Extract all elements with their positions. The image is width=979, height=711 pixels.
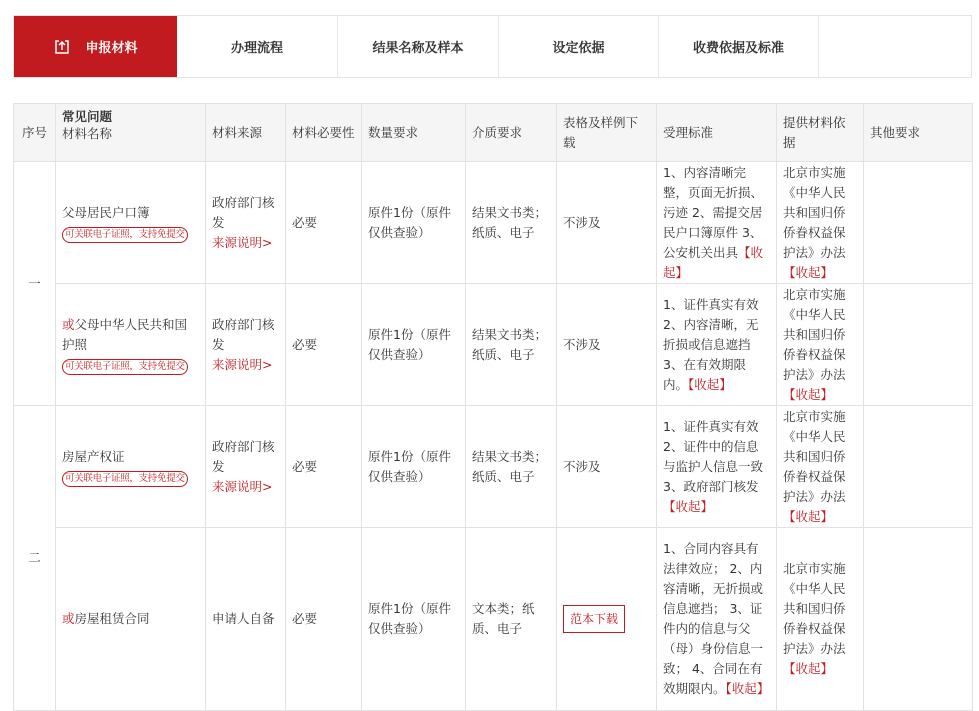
table-row	[14, 162, 973, 284]
table-row	[14, 406, 973, 528]
quantity-cell: 原件1份（原件仅供查验）	[362, 284, 466, 406]
standard-cell	[657, 284, 777, 406]
source-explain-link[interactable]: 来源说明>	[212, 356, 273, 372]
tab-application-materials[interactable]	[14, 16, 177, 77]
standard-text: 1、内容清晰完整，页面无折损、污迹 2、需提交居民户口簿原件 3、公安机关出具	[663, 164, 764, 260]
standard-text: 1、证件真实有效 2、证件中的信息与监护人信息一致 3、政府部门核发	[663, 418, 764, 494]
basis-cell	[777, 284, 864, 406]
header-seq: 序号	[14, 104, 56, 162]
header-material-name	[56, 104, 206, 162]
source-text: 政府部门核发	[212, 194, 275, 230]
source-text: 政府部门核发	[212, 438, 275, 474]
material-name: 父母居民户口簿	[62, 204, 150, 220]
collapse-link[interactable]: 【收起】	[783, 661, 834, 677]
tab-label: 收费依据及标准	[692, 41, 784, 56]
table-header-row	[14, 104, 973, 162]
tab-label: 申报材料	[85, 41, 138, 56]
material-name-cell	[56, 406, 206, 528]
necessity-cell: 必要	[286, 406, 362, 528]
form-cell	[557, 528, 657, 711]
standard-text: 1、合同内容具有法律效应； 2、内容清晰，无折损或信息遮挡； 3、证件内的信息与父（母）身份信息一致； 4、合同在有效期限内。	[663, 541, 764, 697]
header-standard: 受理标准	[657, 104, 777, 162]
or-prefix: 或	[62, 611, 75, 627]
necessity-cell: 必要	[286, 284, 362, 406]
e-license-badge: 可关联电子证照，支持免提交	[62, 471, 188, 487]
material-name: 父母中华人民共和国护照	[62, 316, 188, 352]
other-cell	[864, 406, 973, 528]
material-name-cell	[56, 162, 206, 284]
e-license-badge: 可关联电子证照，支持免提交	[62, 227, 188, 243]
material-name: 房屋租赁合同	[74, 611, 150, 627]
material-name: 房屋产权证	[62, 448, 125, 464]
tab-label: 设定依据	[552, 41, 605, 56]
tab-fee-basis[interactable]	[659, 16, 819, 77]
standard-cell	[657, 406, 777, 528]
source-cell	[206, 162, 286, 284]
materials-table	[13, 103, 973, 711]
other-cell	[864, 528, 973, 711]
service-tab-bar	[13, 15, 972, 78]
source-cell	[206, 284, 286, 406]
or-prefix: 或	[62, 316, 75, 332]
upload-document-icon	[53, 38, 71, 56]
quantity-cell: 原件1份（原件仅供查验）	[362, 406, 466, 528]
source-explain-link[interactable]: 来源说明>	[212, 478, 273, 494]
other-cell	[864, 284, 973, 406]
medium-cell: 结果文书类；纸质、电子	[466, 284, 557, 406]
form-cell: 不涉及	[557, 406, 657, 528]
template-download-button[interactable]: 范本下载	[563, 605, 625, 633]
basis-text: 北京市实施《中华人民共和国归侨侨眷权益保护法》办法	[783, 286, 846, 382]
necessity-cell: 必要	[286, 528, 362, 711]
collapse-link[interactable]: 【收起】	[783, 264, 834, 280]
basis-cell	[777, 162, 864, 284]
source-cell	[206, 528, 286, 711]
form-cell: 不涉及	[557, 284, 657, 406]
table-row	[14, 284, 973, 406]
e-license-badge: 可关联电子证照，支持免提交	[62, 359, 188, 375]
faq-link[interactable]: 常见问题	[62, 108, 113, 124]
header-medium: 介质要求	[466, 104, 557, 162]
other-cell	[864, 162, 973, 284]
material-name-cell	[56, 528, 206, 711]
form-cell: 不涉及	[557, 162, 657, 284]
collapse-link[interactable]: 【收起】	[783, 386, 834, 402]
standard-text: 1、证件真实有效 2、内容清晰，无折损或信息遮挡 3、在有效期限内。	[663, 296, 759, 392]
table-row	[14, 528, 973, 711]
collapse-link[interactable]: 【收起】	[783, 508, 834, 524]
header-source: 材料来源	[206, 104, 286, 162]
group-seq: 二	[14, 406, 56, 711]
header-form-download: 表格及样例下载	[557, 104, 657, 162]
source-text: 申请人自备	[212, 611, 275, 627]
source-cell	[206, 406, 286, 528]
tab-result-sample[interactable]	[338, 16, 499, 77]
medium-cell: 结果文书类；纸质、电子	[466, 406, 557, 528]
tab-label: 结果名称及样本	[372, 41, 464, 56]
tab-label: 办理流程	[230, 41, 283, 56]
header-name-label: 材料名称	[62, 125, 113, 141]
header-other: 其他要求	[864, 104, 973, 162]
basis-text: 北京市实施《中华人民共和国归侨侨眷权益保护法》办法	[783, 164, 846, 260]
material-name-cell	[56, 284, 206, 406]
group-seq: 一	[14, 162, 56, 406]
header-basis: 提供材料依据	[777, 104, 864, 162]
medium-cell: 文本类；纸质、电子	[466, 528, 557, 711]
source-text: 政府部门核发	[212, 316, 275, 352]
standard-cell	[657, 528, 777, 711]
basis-text: 北京市实施《中华人民共和国归侨侨眷权益保护法》办法	[783, 408, 846, 504]
source-explain-link[interactable]: 来源说明>	[212, 234, 273, 250]
basis-cell	[777, 528, 864, 711]
tab-legal-basis[interactable]	[499, 16, 659, 77]
basis-text: 北京市实施《中华人民共和国归侨侨眷权益保护法》办法	[783, 561, 846, 657]
collapse-link[interactable]: 【收起】	[688, 376, 732, 392]
collapse-link[interactable]: 【收起】	[663, 244, 764, 280]
tab-process[interactable]	[177, 16, 338, 77]
quantity-cell: 原件1份（原件仅供查验）	[362, 528, 466, 711]
collapse-link[interactable]: 【收起】	[725, 681, 770, 697]
header-quantity: 数量要求	[362, 104, 466, 162]
quantity-cell: 原件1份（原件仅供查验）	[362, 162, 466, 284]
collapse-link[interactable]: 【收起】	[663, 498, 714, 514]
basis-cell	[777, 406, 864, 528]
medium-cell: 结果文书类；纸质、电子	[466, 162, 557, 284]
standard-cell	[657, 162, 777, 284]
header-necessity: 材料必要性	[286, 104, 362, 162]
necessity-cell: 必要	[286, 162, 362, 284]
